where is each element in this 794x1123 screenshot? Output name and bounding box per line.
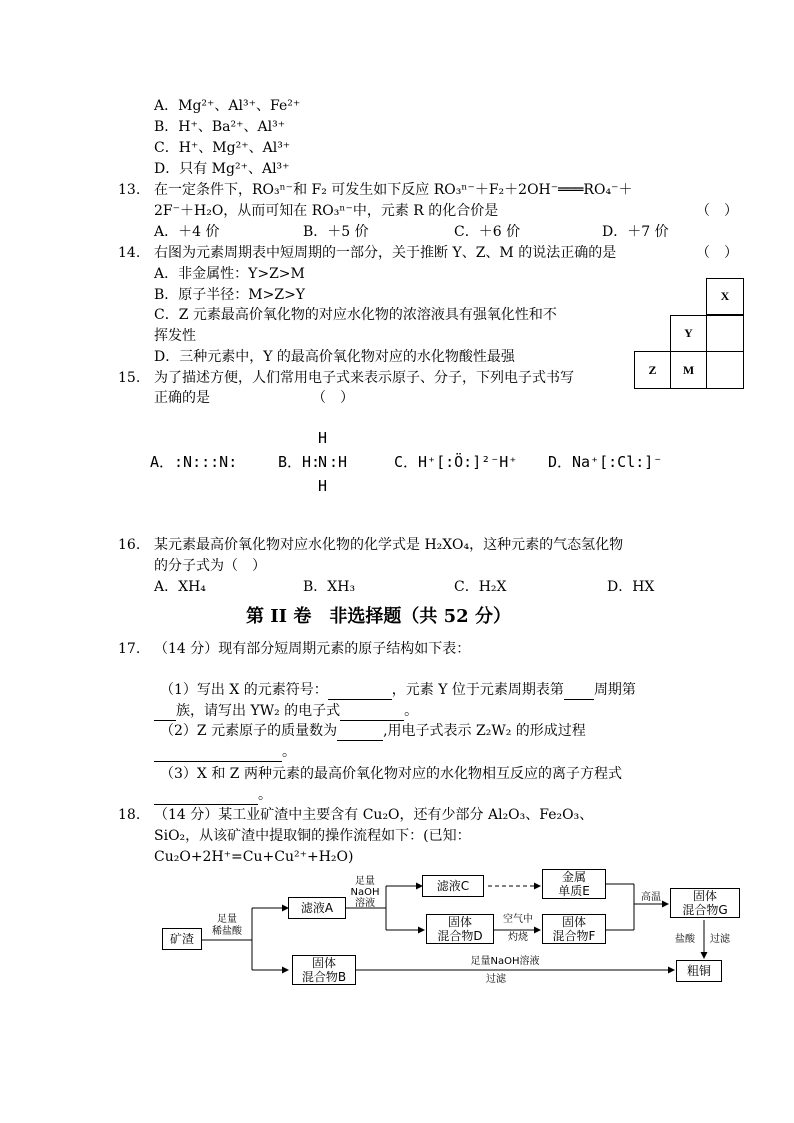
label-naoh-2: NaOH [350, 887, 380, 898]
q13-option-b: B．＋5 价 [303, 224, 369, 240]
q15-formula-b-n: N [318, 453, 328, 471]
label-hcl: 盐酸 [675, 934, 695, 945]
q18-line2: SiO₂，从该矿渣中提取铜的操作流程如下：(已知： [154, 828, 471, 844]
label-naoh-long: 足量NaOH溶液 [470, 956, 540, 967]
q14-option-d: D．三种元素中，Y 的最高价氧化物对应的水化物酸性最强 [154, 349, 515, 365]
box-solid-g [670, 888, 740, 918]
label-acid-2: 稀盐酸 [212, 926, 242, 937]
q16-option-a: A．XH₄ [154, 579, 206, 595]
q13-option-c: C．＋6 价 [454, 224, 521, 240]
cell-m: M [670, 351, 707, 389]
q12-option-a: A．Mg²⁺、Al³⁺、Fe²⁺ [154, 98, 301, 114]
q14-number: 14. [118, 245, 141, 261]
q17-stem: （14 分）现有部分短周期元素的原子结构如下表： [154, 641, 471, 657]
q16-option-c: C．H₂X [454, 579, 507, 595]
label-filter-2: 过滤 [486, 974, 506, 985]
label-naoh-1: 足量 [355, 876, 375, 887]
q13-line2: 2F⁻＋H₂O，从而可知在 RO₃ⁿ⁻中，元素 R 的化合价是 [154, 203, 499, 219]
q18-line3: Cu₂O+2H⁺=Cu+Cu²⁺+H₂O) [154, 849, 354, 865]
solid-g-line2: 混合物G [682, 903, 728, 917]
metal-e-line2: 单质E [558, 884, 590, 898]
q18-line1: （14 分）某工业矿渣中主要含有 Cu₂O，还有少部分 Al₂O₃、Fe₂O₃、 [154, 807, 594, 823]
q16-number: 16. [118, 537, 141, 553]
q13-number: 13. [118, 182, 141, 198]
box-solid-b [292, 955, 356, 985]
q13-option-a: A．＋4 价 [154, 224, 220, 240]
label-high-temp: 高温 [641, 892, 661, 903]
q15-formula-b-h-bottom: H [318, 477, 328, 495]
q15-line1: 为了描述方便，人们常用电子式来表示原子、分子，下列电子式书写 [154, 370, 574, 386]
label-air-1: 空气中 [503, 914, 533, 925]
q17-p3b: 。 [258, 787, 272, 803]
q17-p1e: 。 [404, 703, 419, 719]
q13-option-d: D．＋7 价 [602, 224, 669, 240]
q14-stem: 右图为元素周期表中短周期的一部分，关于推断 Y、Z、M 的说法正确的是 [154, 245, 617, 261]
q17-p2a: （2）Z 元素原子的质量数为 [160, 723, 338, 739]
box-filtrate-a: 滤液A [288, 897, 346, 919]
solid-f-line1: 固体 [561, 915, 586, 929]
q15-bracket: （ ） [312, 390, 354, 406]
solid-f-line2: 混合物F [552, 929, 596, 943]
q17-number: 17. [118, 641, 141, 657]
q15-number: 15. [118, 370, 141, 386]
solid-g-line1: 固体 [692, 889, 717, 903]
q14-option-a: A．非金属性：Y>Z>M [154, 266, 305, 282]
q17-p1b: ，元素 Y 位于元素周期表第 [391, 682, 564, 698]
section-title: 第 II 卷 非选择题（共 52 分） [246, 606, 511, 627]
q17-p1a: （1）写出 X 的元素符号： [160, 682, 328, 698]
box-metal-e [542, 869, 606, 899]
box-crude-copper: 粗铜 [676, 960, 722, 982]
q15-formula-b-suffix: :H [329, 453, 348, 471]
q15-line2: 正确的是 [154, 390, 210, 406]
q15-formula-d: D．Na⁺[:Cl:]⁻ [548, 453, 663, 471]
solid-d-line2: 混合物D [437, 929, 483, 943]
cell-z: Z [634, 351, 671, 389]
q17-p1d: 族，请写出 YW₂ 的电子式 [176, 703, 341, 719]
q14-bracket: （ ） [696, 245, 738, 261]
label-air-2: 灼烧 [508, 932, 528, 943]
cell-x: X [706, 278, 744, 315]
q15-formula-b-h-top: H [318, 429, 328, 447]
q15-formula-a: A．:N:::N: [150, 453, 238, 471]
q12-option-c: C．H⁺、Mg²⁺、Al³⁺ [154, 140, 291, 156]
q14-option-c-line1: C．Z 元素最高价氧化物的对应水化物的浓溶液具有强氧化性和不 [154, 307, 557, 323]
q13-line1: 在一定条件下，RO₃ⁿ⁻和 F₂ 可发生如下反应 RO₃ⁿ⁻＋F₂＋2OH⁻═══RO₄⁻＋ [154, 182, 633, 198]
q18-number: 18. [118, 807, 141, 823]
q16-option-b: B．XH₃ [303, 579, 356, 595]
solid-b-line2: 混合物B [301, 970, 347, 984]
label-filter-1: 过滤 [710, 934, 730, 945]
box-solid-f [542, 914, 606, 944]
box-solid-d [426, 914, 494, 944]
q17-p2b: ,用电子式表示 Z₂W₂ 的形成过程 [383, 723, 586, 739]
q15-formula-c: C．H⁺[:Ö:]²⁻H⁺ [394, 453, 518, 471]
q15-formula-b-prefix: B．H: [278, 453, 321, 471]
solid-b-line1: 固体 [311, 956, 336, 970]
solid-d-line1: 固体 [447, 915, 472, 929]
q12-option-b: B．H⁺、Ba²⁺、Al³⁺ [154, 119, 286, 135]
q16-option-d: D．HX [607, 579, 655, 595]
metal-e-line1: 金属 [561, 870, 586, 884]
q16-line2: 的分子式为（ ） [154, 558, 266, 574]
label-acid-1: 足量 [217, 914, 237, 925]
q16-line1: 某元素最高价氧化物对应水化物的化学式是 H₂XO₄，这种元素的气态氢化物 [154, 537, 624, 553]
q17-p2c: 。 [282, 744, 296, 760]
q17-p1c: 周期第 [593, 682, 636, 698]
cell-y: Y [670, 315, 707, 352]
q12-option-d: D．只有 Mg²⁺、Al³⁺ [154, 161, 290, 177]
q14-option-c-line2: 挥发性 [154, 328, 196, 344]
box-ore: 矿渣 [162, 928, 202, 950]
q14-option-b: B．原子半径：M>Z>Y [154, 287, 306, 303]
label-naoh-3: 溶液 [355, 898, 375, 909]
box-filtrate-c: 滤液C [422, 875, 484, 897]
q17-part3-line1: （3）X 和 Z 两种元素的最高价氧化物对应的水化物相互反应的离子方程式 [160, 766, 622, 782]
q13-bracket: （ ） [696, 203, 738, 219]
